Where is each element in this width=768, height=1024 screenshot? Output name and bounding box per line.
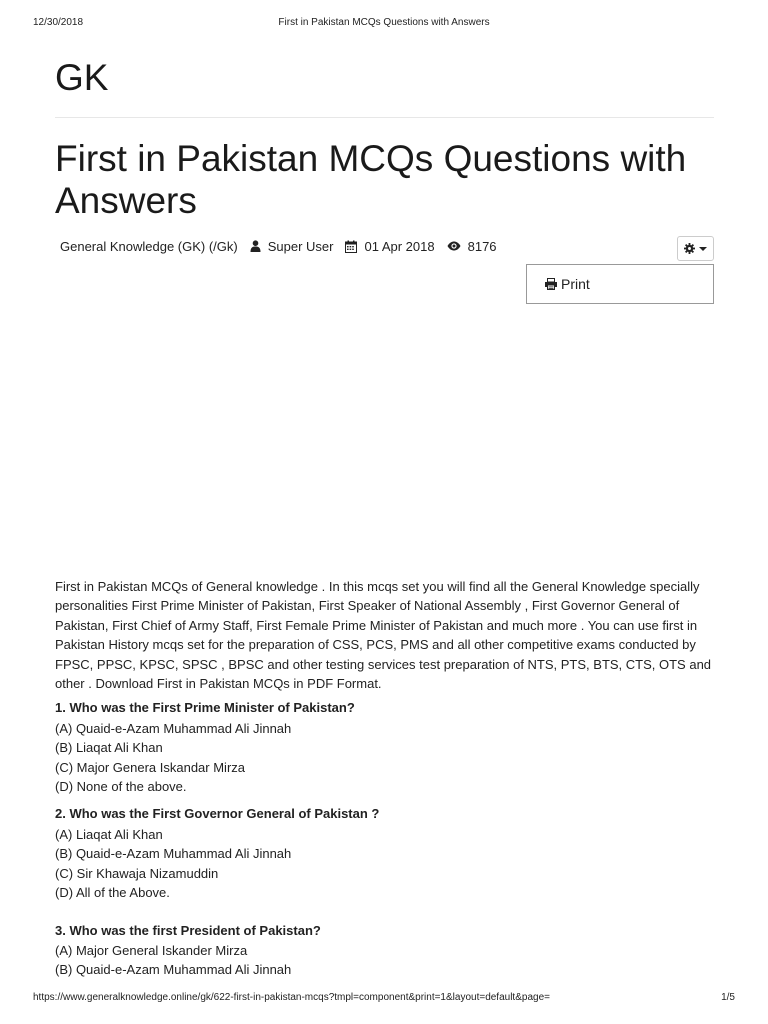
publish-date-value: 01 Apr 2018 — [364, 238, 435, 254]
user-icon — [250, 240, 261, 252]
print-label: Print — [561, 276, 590, 292]
publish-date — [345, 239, 434, 254]
answer-option: (D) None of the above. — [55, 779, 187, 795]
question-text: 2. Who was the First Governor General of Pakistan ? — [55, 806, 380, 822]
answer-option: (A) Quaid-e-Azam Muhammad Ali Jinnah — [55, 720, 292, 736]
article-meta — [60, 237, 509, 255]
site-title[interactable]: GK — [55, 57, 109, 98]
print-header — [0, 17, 768, 31]
print-menu-item[interactable] — [545, 276, 590, 292]
print-page-title: First in Pakistan MCQs Questions with Answers — [278, 17, 490, 28]
author-info — [250, 239, 334, 254]
question-text: 3. Who was the first President of Pakistan? — [55, 922, 321, 938]
print-date: 12/30/2018 — [33, 17, 84, 28]
print-icon — [545, 278, 557, 290]
question-text: 1. Who was the First Prime Minister of Pakistan? — [55, 700, 355, 716]
page-number: 1/5 — [721, 992, 735, 1003]
question-block — [55, 698, 715, 796]
chevron-down-icon — [699, 247, 707, 251]
answer-option: (C) Major Genera Iskandar Mirza — [55, 759, 245, 775]
header-divider — [55, 117, 714, 118]
answer-option: (C) Sir Khawaja Nizamuddin — [55, 865, 219, 881]
gear-icon — [684, 243, 695, 254]
intro-paragraph: First in Pakistan MCQs of General knowledge . In this mcqs set you will find all the General Knowledge specially personalities First Prime Minister of Pakistan, First Speaker of National Assembly , First Governor General of Pakistan, First Chief of Army Staff, First Female Prime Minister of Pakistan and much more . You can use first in Pakistan History mcqs set for the preparation of CSS, PCS, PMS and all other competitive exams conducted by FPSC, PPSC, KPSC, SPSC , BPSC and other testing services test preparation of NTS, PTS, BTS, CTS, OTS and other . Download First in Pakistan MCQs in PDF Format. — [55, 579, 712, 692]
article-title: First in Pakistan MCQs Questions with Answers — [55, 138, 687, 221]
answer-option: (B) Quaid-e-Azam Muhammad Ali Jinnah — [55, 962, 292, 978]
hits-info — [447, 239, 497, 254]
calendar-icon — [345, 240, 357, 253]
question-block — [55, 804, 715, 902]
print-footer — [0, 992, 768, 1006]
answer-option: (D) All of the Above. — [55, 885, 170, 901]
answer-option: (B) Quaid-e-Azam Muhammad Ali Jinnah — [55, 846, 292, 862]
hits-count: 8176 — [467, 238, 497, 254]
answer-option: (A) Liaqat Ali Khan — [55, 826, 163, 842]
tools-dropdown — [526, 264, 714, 304]
article-tools-button[interactable] — [677, 236, 714, 261]
answer-option: (B) Liaqat Ali Khan — [55, 740, 163, 756]
article-body — [55, 577, 715, 988]
print-url: https://www.generalknowledge.online/gk/622-first-in-pakistan-mcqs?tmpl=component&print=1&layout=default&page= — [33, 992, 550, 1003]
category-link[interactable] — [60, 239, 238, 254]
question-block — [55, 921, 715, 980]
author-name: Super User — [267, 238, 334, 254]
eye-icon — [447, 241, 461, 251]
category-label: General Knowledge (GK) (/Gk) — [60, 238, 238, 254]
answer-option: (A) Major General Iskander Mirza — [55, 942, 248, 958]
